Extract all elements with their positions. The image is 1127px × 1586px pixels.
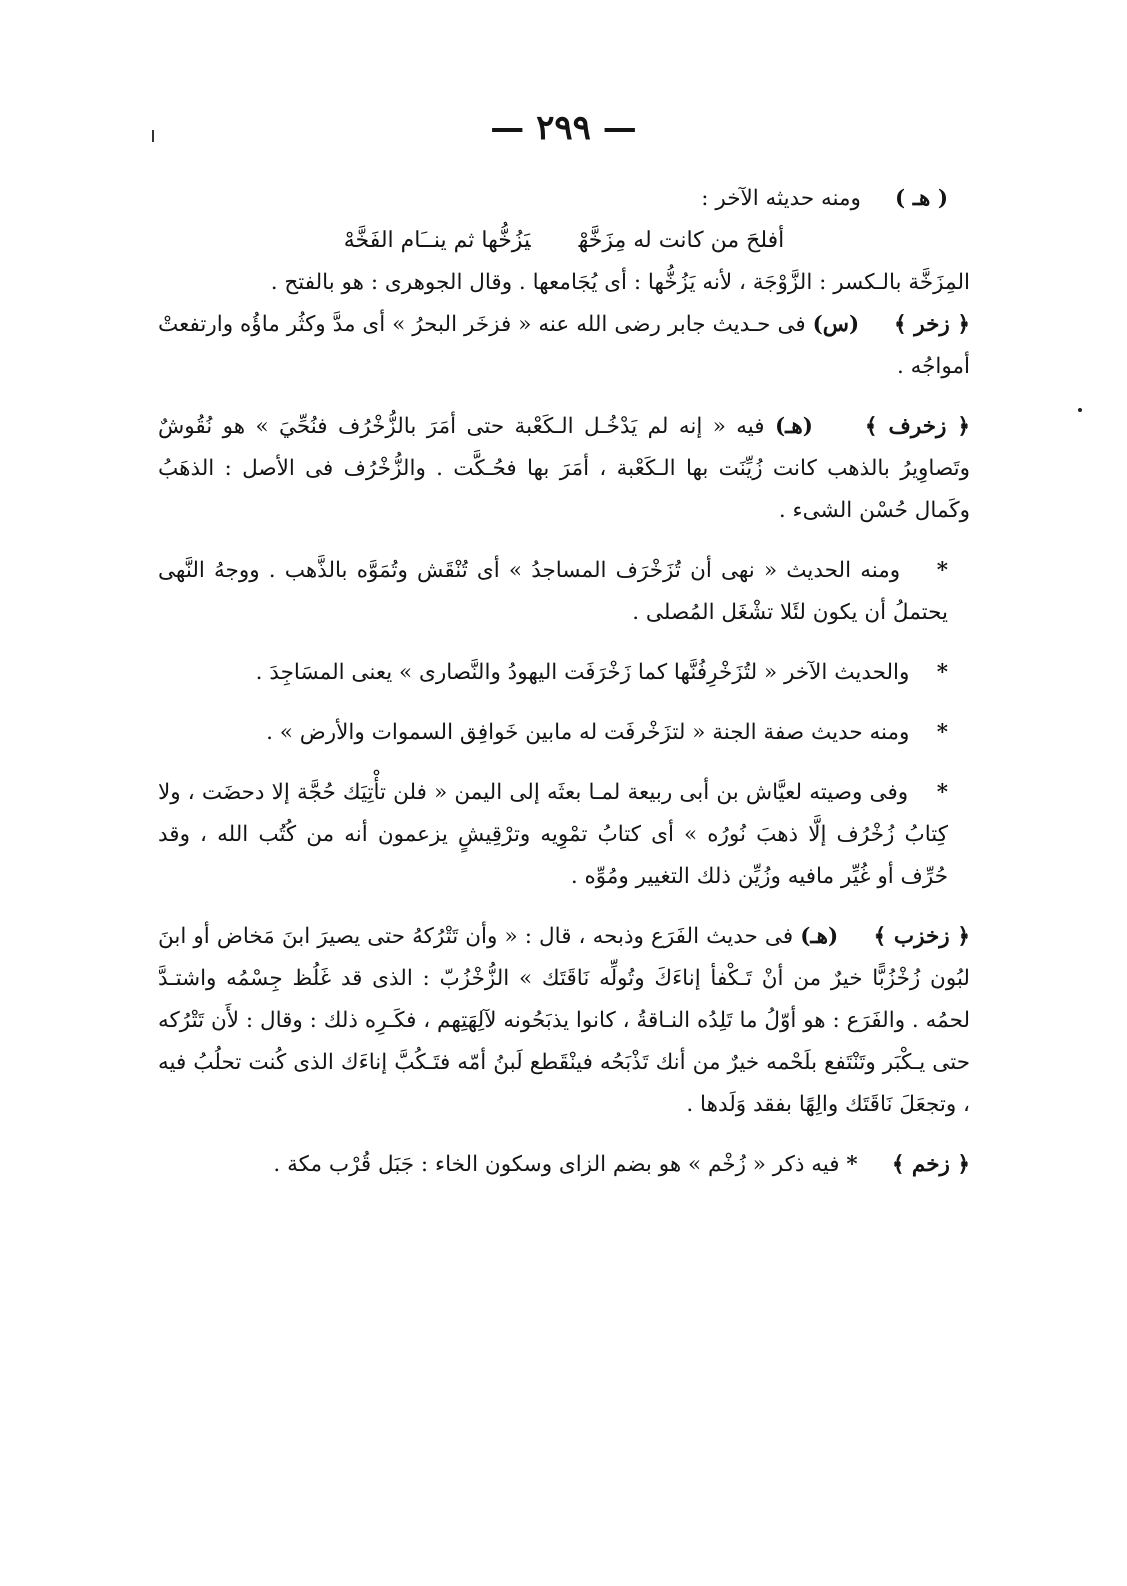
paragraph-mizakha: [158, 262, 970, 304]
source-symbol: (هـ): [774, 414, 813, 439]
entry-text: فيه « إنه لم يَدْخُـل الـكَعْبة حتى أمَرَ بالزُّخْرُف فنُحِّيَ » هو نُقُوشٌ وتَصاوِيرُ بالذهب كانت زُيِّنَت بها الـكَعْبة ، أمَرَ بها فحُـكَّت . والزُّخْرُف فى الأصل : الذهَبُ وكَمال حُسْن الشىء .: [158, 414, 970, 523]
entry-zukhm: [158, 1144, 970, 1186]
paragraph-masajid: [158, 550, 970, 634]
star-marker: *: [936, 558, 948, 583]
margin-mark: [152, 130, 154, 142]
paragraph-ayyash: [158, 772, 970, 898]
entry-text: فيه ذكر « زُخْم » هو بضم الزاى وسكون الخاء : جَبَل قُرْب مكة .: [273, 1152, 840, 1177]
entry-headword: ﴿ زخر ﴾: [894, 312, 970, 337]
page-body: [158, 178, 970, 1186]
source-symbol: (هـ): [800, 924, 839, 949]
star-marker: *: [936, 660, 948, 685]
paragraph-text: وفى وصيته لعيَّاش بن أبى ربيعة لمـا بعثَه إلى اليمن « فلن تأْتِيَك حُجَّة إلا دحضَت ، ولا كِتابُ زُخْرُف إلَّا ذهبَ نُورُه » أى كتابُ تمْوِيه وترْقِيشٍ يزعمون أنه من كُتُب الله ، وقد حُرِّف أو غُيِّر مافيه وزُيِّن ذلك التغيير ومُوِّه .: [158, 780, 948, 889]
entry-zukhzub: [158, 916, 970, 1126]
entry-headword: ﴿ زخرف ﴾: [864, 414, 971, 439]
paragraph-text: ومنه حديث صفة الجنة « لتزَخْرفَت له مابين خَوافِق السموات والأرض » .: [266, 720, 910, 745]
poetry-verse: [158, 220, 970, 262]
source-symbol: (س): [812, 312, 860, 337]
paragraph-yahud: [158, 652, 970, 694]
star-marker: *: [846, 1152, 858, 1177]
entry-text: فى حـديث جابر رضى الله عنه « فزخَر البحرُ » أى مدَّ وكثُر ماؤُه وارتفعتْ أمواجُه .: [158, 312, 970, 379]
verse-second-hemistich: يَزُخُّها ثم ينــَام الفَخَّهْ: [343, 228, 531, 253]
verse-first-hemistich: أفلحَ من كانت له مِزَخَّهْ: [578, 228, 785, 253]
entry-text: فى حديث الفَرَع وذبحه ، قال : « وأن تَتْرُكهُ حتى يصيرَ ابنَ مَخاض أو ابنَ لبُون زُخْزُبًّا خيرٌ من أنْ تَـكْفأ إناءَكَ وتُولِّه نَاقَتَك » الزُّخْزُبّ : الذى قد غَلُظ جِسْمُه واشتـدَّ لحمُه . والفَرَع : هو أوّلُ ما تَلِدُه النـاقةُ ، كانوا يذبَحُونه لآلِهَتِهم ، فكَـرِه ذلك : وقال : لأَن تَتْرُكه حتى يـكْبَر وتَنْتَفع بلَحْمه خيرٌ من أنك تَذْبَحُه فينْقَطع لَبنُ أمّه فتَـكُبَّ إناءَك الذى كُنت تحلُبُ فيه ، وتجعَلَ نَاقَتَك والِهًا بفقد وَلَدها .: [158, 924, 970, 1117]
paragraph-janna: [158, 712, 970, 754]
margin-dot: [1078, 408, 1082, 412]
paragraph-text: والحديث الآخر « لتُزَخْرِفُنَّها كما زَخْرَفَت اليهودُ والنَّصارى » يعنى المسَاجِدَ .: [255, 660, 910, 685]
star-marker: *: [936, 720, 948, 745]
star-marker: *: [936, 780, 948, 805]
entry-headword: ﴿ زخم ﴾: [891, 1152, 970, 1177]
paragraph-text: ومنه حديثه الآخر :: [701, 186, 861, 211]
entry-zakhar: [158, 304, 970, 388]
paragraph-text: ومنه الحديث « نهى أن تُزَخْرَف المساجدُ » أى تُنْقَش وتُمَوَّه بالذَّهب . ووجهُ النَّهى يحتملُ أن يكون لئَلا تشْغَل المُصلى .: [158, 558, 948, 625]
paragraph-hadith-intro: [158, 178, 970, 220]
entry-headword: ﴿ زخزب ﴾: [873, 924, 970, 949]
page-number: — ٢٩٩ —: [490, 108, 637, 148]
paragraph-text: المِزَخَّة بالـكسر : الزَّوْجَة ، لأنه يَزُخُّها : أى يُجَامعها . وقال الجوهرى : هو بالفتح .: [270, 270, 970, 295]
entry-zukhruf: [158, 406, 970, 532]
source-symbol: ( هـ ): [895, 186, 948, 211]
